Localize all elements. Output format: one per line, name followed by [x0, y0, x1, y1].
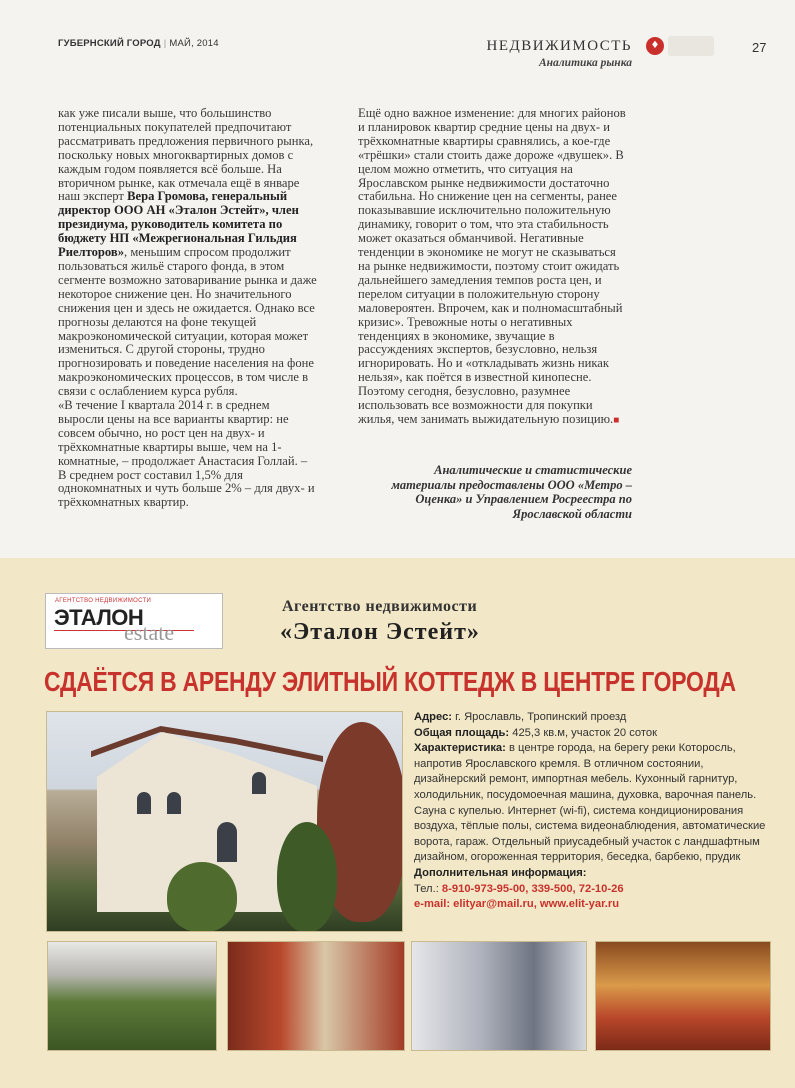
section-title: НЕДВИЖИМОСТЬ [486, 38, 632, 54]
bathroom-photo [411, 941, 587, 1051]
expert-name: Вера Громова, генеральный директор ООО АН «Эталон Эстейт», член президиума, руководитель комитета по бюджету НП «Межрегиональная Гильдия Риелторов» [58, 189, 299, 260]
paragraph: как уже писали выше, что большинство потенциальных покупателей предпочитают рассматривать предложения первичного рынка, поскольку новых многоквартирных домов с каждым годом появляется всё больше. На вторичном рынке, как отмечала ещё в январе наш эксперт Вера Громова, генеральный директор ООО АН «Эталон Эстейт», член президиума, руководитель комитета по бюджету НП «Межрегиональная Гильдия Риелторов», меньшим спросом продолжит пользоваться жильё старого фонда, в этом сегменте возможно затоваривание рынка и даже некоторое снижение цен. Но значительного снижения цен и здесь не ожидается. Однако все прогнозы делаются на фоне текущей макроэкономической ситуации, которая может измениться. С другой стороны, трудно прогнозировать и поведение населения на фоне макроэкономических процессов, в том числе в связи с ослаблением курса рубля. [58, 106, 317, 399]
data-credit: Аналитические и статистические материалы предоставлены ООО «Метро – Оценка» и Управлением Росреестра по Ярославской области [391, 463, 632, 521]
sauna-photo [595, 941, 771, 1051]
subsection-title: Аналитика рынка [538, 57, 632, 69]
garden-photo [47, 941, 217, 1051]
paragraph: Ещё одно важное изменение: для многих районов и планировок квартир средние цены на двух- и трёхкомнатные квартиры сравнялись, а кое-где «трёшки» стали стоить даже дороже «двушек». В целом можно отметить, что ситуация на Ярославском рынке недвижимости достаточно стабильна. Но снижение цен на сегменты, ранее показывавшие исключительно положительную динамику, говорит о том, что эта стабильность может оказаться обманчивой. Негативные тенденции в экономике не могут не сказываться на рынке недвижимости, поэтому стоит ожидать дальнейшего замедления темпов роста цен, и перелом ситуации в положительную сторону маловероятен. Впрочем, как и полномасштабный кризис». Тревожные ноты о негативных тенденциях в экономике, звучащие в рассуждениях экспертов, безусловно, нельзя игнорировать. Но и «откладывать жизнь никак нельзя», как поётся в известной кинопесне. Поэтому сегодня, безусловно, разумнее использовать все возможности для покупки жилья, чем занимать выжидательную позицию.■ [358, 106, 626, 426]
article-column-2 [358, 107, 628, 428]
extra-info-label: Дополнительная информация: [414, 866, 587, 879]
cottage-exterior-photo [46, 711, 403, 932]
advertisement-block [0, 558, 795, 1088]
logo-subword: estate [124, 620, 175, 645]
section-logo-icon: ♦ [646, 37, 664, 55]
phone-numbers: 8-910-973-95-00, 339-500, 72-10-26 [441, 882, 624, 895]
agency-logo [45, 593, 223, 649]
paragraph: «В течение I квартала 2014 г. в среднем выросли цены на все варианты квартир: не совсем обычно, но рост цен на двух- и трёхкомнатные квартиры выше, чем на 1-комнатные, – продолжает Анастасия Голлай. – В среднем рост составил 1,5% для однокомнатных и чуть больше 2% – для двух- и трёхкомнатных квартир. [58, 398, 315, 510]
features-line: Характеристика: в центре города, на берегу реки Которосль, напротив Ярославского кремля. В отличном состоянии, дизайнерский ремонт, импортная мебель. Кухонный гарнитур, холодильник, посудомоечная машина, духовка, варочная панель. Сауна с купелью. Интернет (wi-fi), система кондиционирования воздуха, тёплые полы, система видеонаблюдения, автоматические ворота, гараж. Отдельный приусадебный участок с ландшафтным дизайном, огороженная территория, беседка, барбекю, прудик [414, 742, 766, 864]
header-ghost-label [668, 36, 714, 56]
agency-label: Агентство недвижимости [282, 598, 478, 615]
issue-date: МАЙ, 2014 [169, 38, 219, 49]
page-number: 27 [752, 40, 767, 55]
email-and-website: e-mail: elityar@mail.ru, www.elit-yar.ru [414, 898, 620, 911]
ad-headline: СДАЁТСЯ В АРЕНДУ ЭЛИТНЫЙ КОТТЕДЖ В ЦЕНТРЕ ГОРОДА [44, 666, 736, 697]
phone-line: Тел.: 8-910-973-95-00, 339-500, 72-10-26 [414, 882, 624, 895]
address-line: Адрес: г. Ярославль, Тропинский проезд [414, 711, 627, 723]
listing-details [414, 710, 776, 913]
contacts-line [414, 897, 776, 913]
logo-tagline: АГЕНТСТВО НЕДВИЖИМОСТИ [55, 598, 152, 604]
living-room-photo [227, 941, 405, 1051]
end-mark-icon: ■ [613, 414, 620, 426]
article-column-1 [58, 107, 318, 510]
logo-wordmark: ЭТАЛОН [54, 605, 144, 630]
section-header [487, 38, 632, 69]
magazine-masthead: ГУБЕРНСКИЙ ГОРОД | МАЙ, 2014 [58, 38, 219, 49]
magazine-name: ГУБЕРНСКИЙ ГОРОД [58, 38, 161, 49]
area-line: Общая площадь: 425,3 кв.м, участок 20 соток [414, 726, 657, 739]
agency-name: «Эталон Эстейт» [280, 619, 480, 645]
